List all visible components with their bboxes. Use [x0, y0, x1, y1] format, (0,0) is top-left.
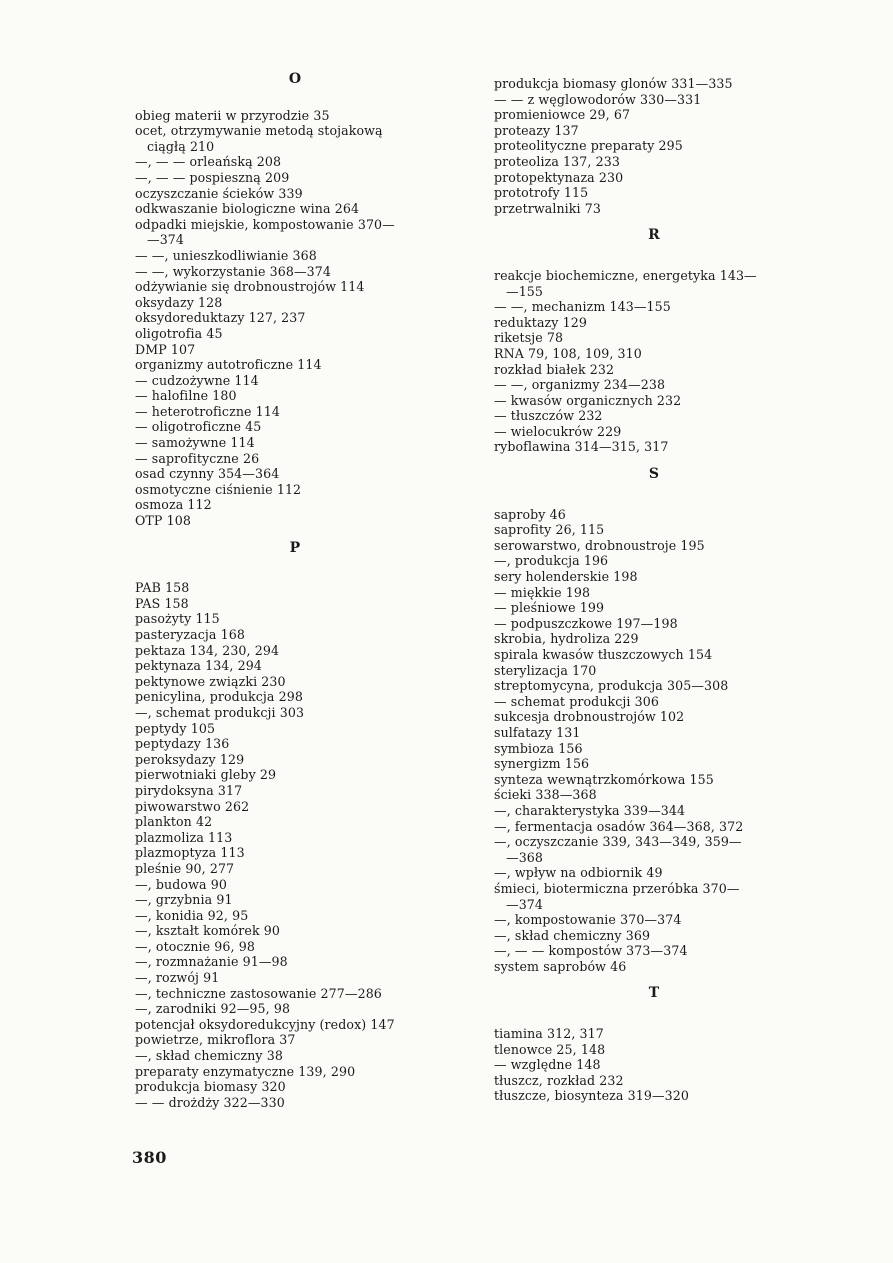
index-entry: — oligotroficzne 45	[135, 419, 262, 435]
index-entry: — pleśniowe 199	[494, 600, 605, 616]
index-entry: ryboflawina 314—315, 317	[494, 439, 669, 455]
index-entry: — samożywne 114	[135, 435, 255, 451]
index-entry: pasteryzacja 168	[135, 627, 245, 642]
section-letter: P	[289, 539, 301, 556]
index-entry: potencjał oksydoredukcyjny (redox) 147	[135, 1016, 395, 1032]
index-entry: powietrze, mikroflora 37	[135, 1032, 296, 1048]
index-entry: — schemat produkcji 306	[494, 693, 659, 709]
index-entry: peroksydazy 129	[135, 751, 245, 767]
index-entry: tlenowce 25, 148	[494, 1041, 606, 1057]
index-entry: —, otocznie 96, 98	[135, 938, 255, 954]
index-entry: — —, mechanizm 143—155	[494, 299, 671, 315]
index-entry: oksydoreduktazy 127, 237	[135, 310, 306, 326]
index-entry: — —, unieszkodliwianie 368	[135, 247, 317, 263]
index-entry: plankton 42	[135, 814, 213, 830]
index-entry: —, — — pospieszną 209	[135, 169, 290, 185]
index-entry: —, rozwój 91	[135, 970, 220, 986]
index-entry: — —, wykorzystanie 368—374	[135, 263, 331, 279]
index-entry: — heterotroficzne 114	[135, 403, 281, 419]
index-entry: —155	[506, 283, 544, 299]
index-entry: proteoliza 137, 233	[494, 153, 620, 169]
index-entry: penicylina, produkcja 298	[135, 689, 303, 705]
index-entry: plazmoptyza 113	[135, 845, 245, 861]
index-entry: oczyszczanie ścieków 339	[135, 185, 303, 201]
index-entry: osmotyczne ciśnienie 112	[135, 481, 302, 497]
index-entry: symbioza 156	[494, 740, 583, 756]
index-entry: — —, organizmy 234—238	[494, 377, 666, 393]
index-entry: —, zarodniki 92—95, 98	[135, 1001, 291, 1017]
index-entry: oksydazy 128	[135, 294, 223, 310]
index-entry: —368	[506, 849, 544, 865]
index-entry: osad czynny 354—364	[135, 466, 280, 482]
index-entry: — podpuszczkowe 197—198	[494, 615, 678, 631]
section-letter: R	[648, 227, 660, 244]
index-entry: tłuszcze, biosynteza 319—320	[494, 1088, 689, 1104]
index-entry: — cudzożywne 114	[135, 372, 259, 388]
index-entry: obieg materii w przyrodzie 35	[135, 107, 330, 123]
section-letter: S	[648, 466, 660, 483]
index-entry: skrobia, hydroliza 229	[494, 631, 639, 647]
index-entry: —374	[506, 896, 544, 912]
index-entry: OTP 108	[135, 513, 191, 529]
index-entry: sukcesja drobnoustrojów 102	[494, 709, 685, 725]
index-entry: tiamina 312, 317	[494, 1026, 604, 1042]
index-entry: pektaza 134, 230, 294	[135, 642, 280, 658]
index-entry: pleśnie 90, 277	[135, 860, 235, 876]
index-entry: sery holenderskie 198	[494, 569, 638, 585]
index-entry: —, charakterystyka 339—344	[494, 802, 686, 818]
index-entry: — — drożdży 322—330	[135, 1094, 285, 1110]
index-entry: promieniowce 29, 67	[494, 107, 631, 123]
index-entry: —, schemat produkcji 303	[135, 704, 305, 720]
index-entry: —, grzybnia 91	[135, 892, 233, 908]
index-entry: pektynowe związki 230	[135, 673, 286, 689]
index-entry: śmieci, biotermiczna przeróbka 370—	[494, 880, 740, 896]
index-column-right	[494, 76, 814, 1104]
index-entry: organizmy autotroficzne 114	[135, 357, 322, 373]
index-entry: —, skład chemiczny 38	[135, 1048, 283, 1064]
index-entry: —, skład chemiczny 369	[494, 927, 651, 943]
index-entry: — miękkie 198	[494, 584, 591, 600]
index-entry: — względne 148	[494, 1057, 601, 1073]
index-entry: spirala kwasów tłuszczowych 154	[494, 647, 713, 662]
index-entry: odżywianie się drobnoustrojów 114	[135, 279, 365, 295]
index-entry: serowarstwo, drobnoustroje 195	[494, 537, 705, 553]
index-entry: — tłuszczów 232	[494, 408, 603, 424]
index-entry: plazmoliza 113	[135, 829, 233, 845]
index-entry: —, wpływ na odbiornik 49	[494, 865, 663, 881]
index-entry: riketsje 78	[494, 330, 564, 346]
index-entry: rozkład białek 232	[494, 361, 615, 377]
index-entry: — wielocukrów 229	[494, 423, 622, 439]
index-entry: odpadki miejskie, kompostowanie 370—	[135, 216, 395, 232]
index-entry: peptydazy 136	[135, 736, 230, 752]
index-entry: reduktazy 129	[494, 314, 587, 330]
index-entry: produkcja biomasy glonów 331—335	[494, 76, 733, 91]
section-letter: O	[288, 71, 302, 87]
index-entry: przetrwalniki 73	[494, 200, 601, 216]
index-entry: peptydy 105	[135, 720, 216, 736]
index-entry: PAS 158	[135, 595, 189, 611]
index-entry: saproby 46	[494, 506, 566, 522]
index-entry: —374	[147, 232, 185, 248]
index-entry: produkcja biomasy 320	[135, 1079, 286, 1095]
index-entry: proteolityczne preparaty 295	[494, 138, 683, 154]
index-entry: —, rozmnażanie 91—98	[135, 954, 288, 970]
index-entry: PAB 158	[135, 580, 190, 596]
index-entry: streptomycyna, produkcja 305—308	[494, 678, 729, 694]
index-entry: — halofilne 180	[135, 388, 237, 404]
index-entry: odkwaszanie biologiczne wina 264	[135, 201, 360, 217]
index-entry: —, oczyszczanie 339, 343—349, 359—	[494, 834, 742, 850]
index-entry: —, kompostowanie 370—374	[494, 912, 682, 928]
index-entry: —, konidia 92, 95	[135, 907, 249, 923]
page-number: 380	[132, 1148, 167, 1167]
index-entry: —, produkcja 196	[494, 553, 609, 569]
index-entry: —, kształt komórek 90	[135, 923, 281, 939]
index-entry: — — z węglowodorów 330—331	[494, 91, 702, 107]
index-entry: — saprofityczne 26	[135, 450, 260, 466]
index-entry: piwowarstwo 262	[135, 798, 250, 814]
index-entry: —, techniczne zastosowanie 277—286	[135, 985, 382, 1001]
index-entry: pierwotniaki gleby 29	[135, 767, 277, 783]
index-entry: —, budowa 90	[135, 876, 227, 892]
index-entry: synergizm 156	[494, 756, 590, 772]
index-entry: prototrofy 115	[494, 185, 589, 201]
index-entry: proteazy 137	[494, 122, 579, 138]
index-entry: —, — — orleańską 208	[135, 154, 282, 170]
index-entry: preparaty enzymatyczne 139, 290	[135, 1063, 356, 1079]
index-entry: — kwasów organicznych 232	[494, 392, 682, 408]
index-entry: —, fermentacja osadów 364—368, 372	[494, 818, 744, 834]
section-letter: T	[648, 985, 660, 1002]
index-column-left	[135, 72, 455, 1110]
index-entry: system saprobów 46	[494, 958, 627, 974]
index-entry: synteza wewnątrzkomórkowa 155	[494, 771, 714, 787]
index-entry: protopektynaza 230	[494, 169, 624, 185]
index-entry: —, — — kompostów 373—374	[494, 943, 688, 959]
index-entry: ścieki 338—368	[494, 787, 597, 803]
index-entry: ciągłą 210	[147, 138, 215, 154]
index-entry: ocet, otrzymywanie metodą stojakową	[135, 123, 383, 139]
index-entry: reakcje biochemiczne, energetyka 143—	[494, 267, 757, 283]
index-entry: saprofity 26, 115	[494, 522, 605, 538]
index-entry: oligotrofia 45	[135, 325, 223, 341]
index-entry: DMP 107	[135, 341, 196, 357]
index-entry: pektynaza 134, 294	[135, 658, 262, 674]
index-entry: tłuszcz, rozkład 232	[494, 1072, 624, 1088]
index-entry: RNA 79, 108, 109, 310	[494, 345, 642, 361]
index-entry: pirydoksyna 317	[135, 782, 243, 798]
index-entry: sulfatazy 131	[494, 724, 581, 740]
index-entry: sterylizacja 170	[494, 662, 597, 678]
index-entry: osmoza 112	[135, 497, 212, 513]
index-entry: pasożyty 115	[135, 611, 220, 627]
